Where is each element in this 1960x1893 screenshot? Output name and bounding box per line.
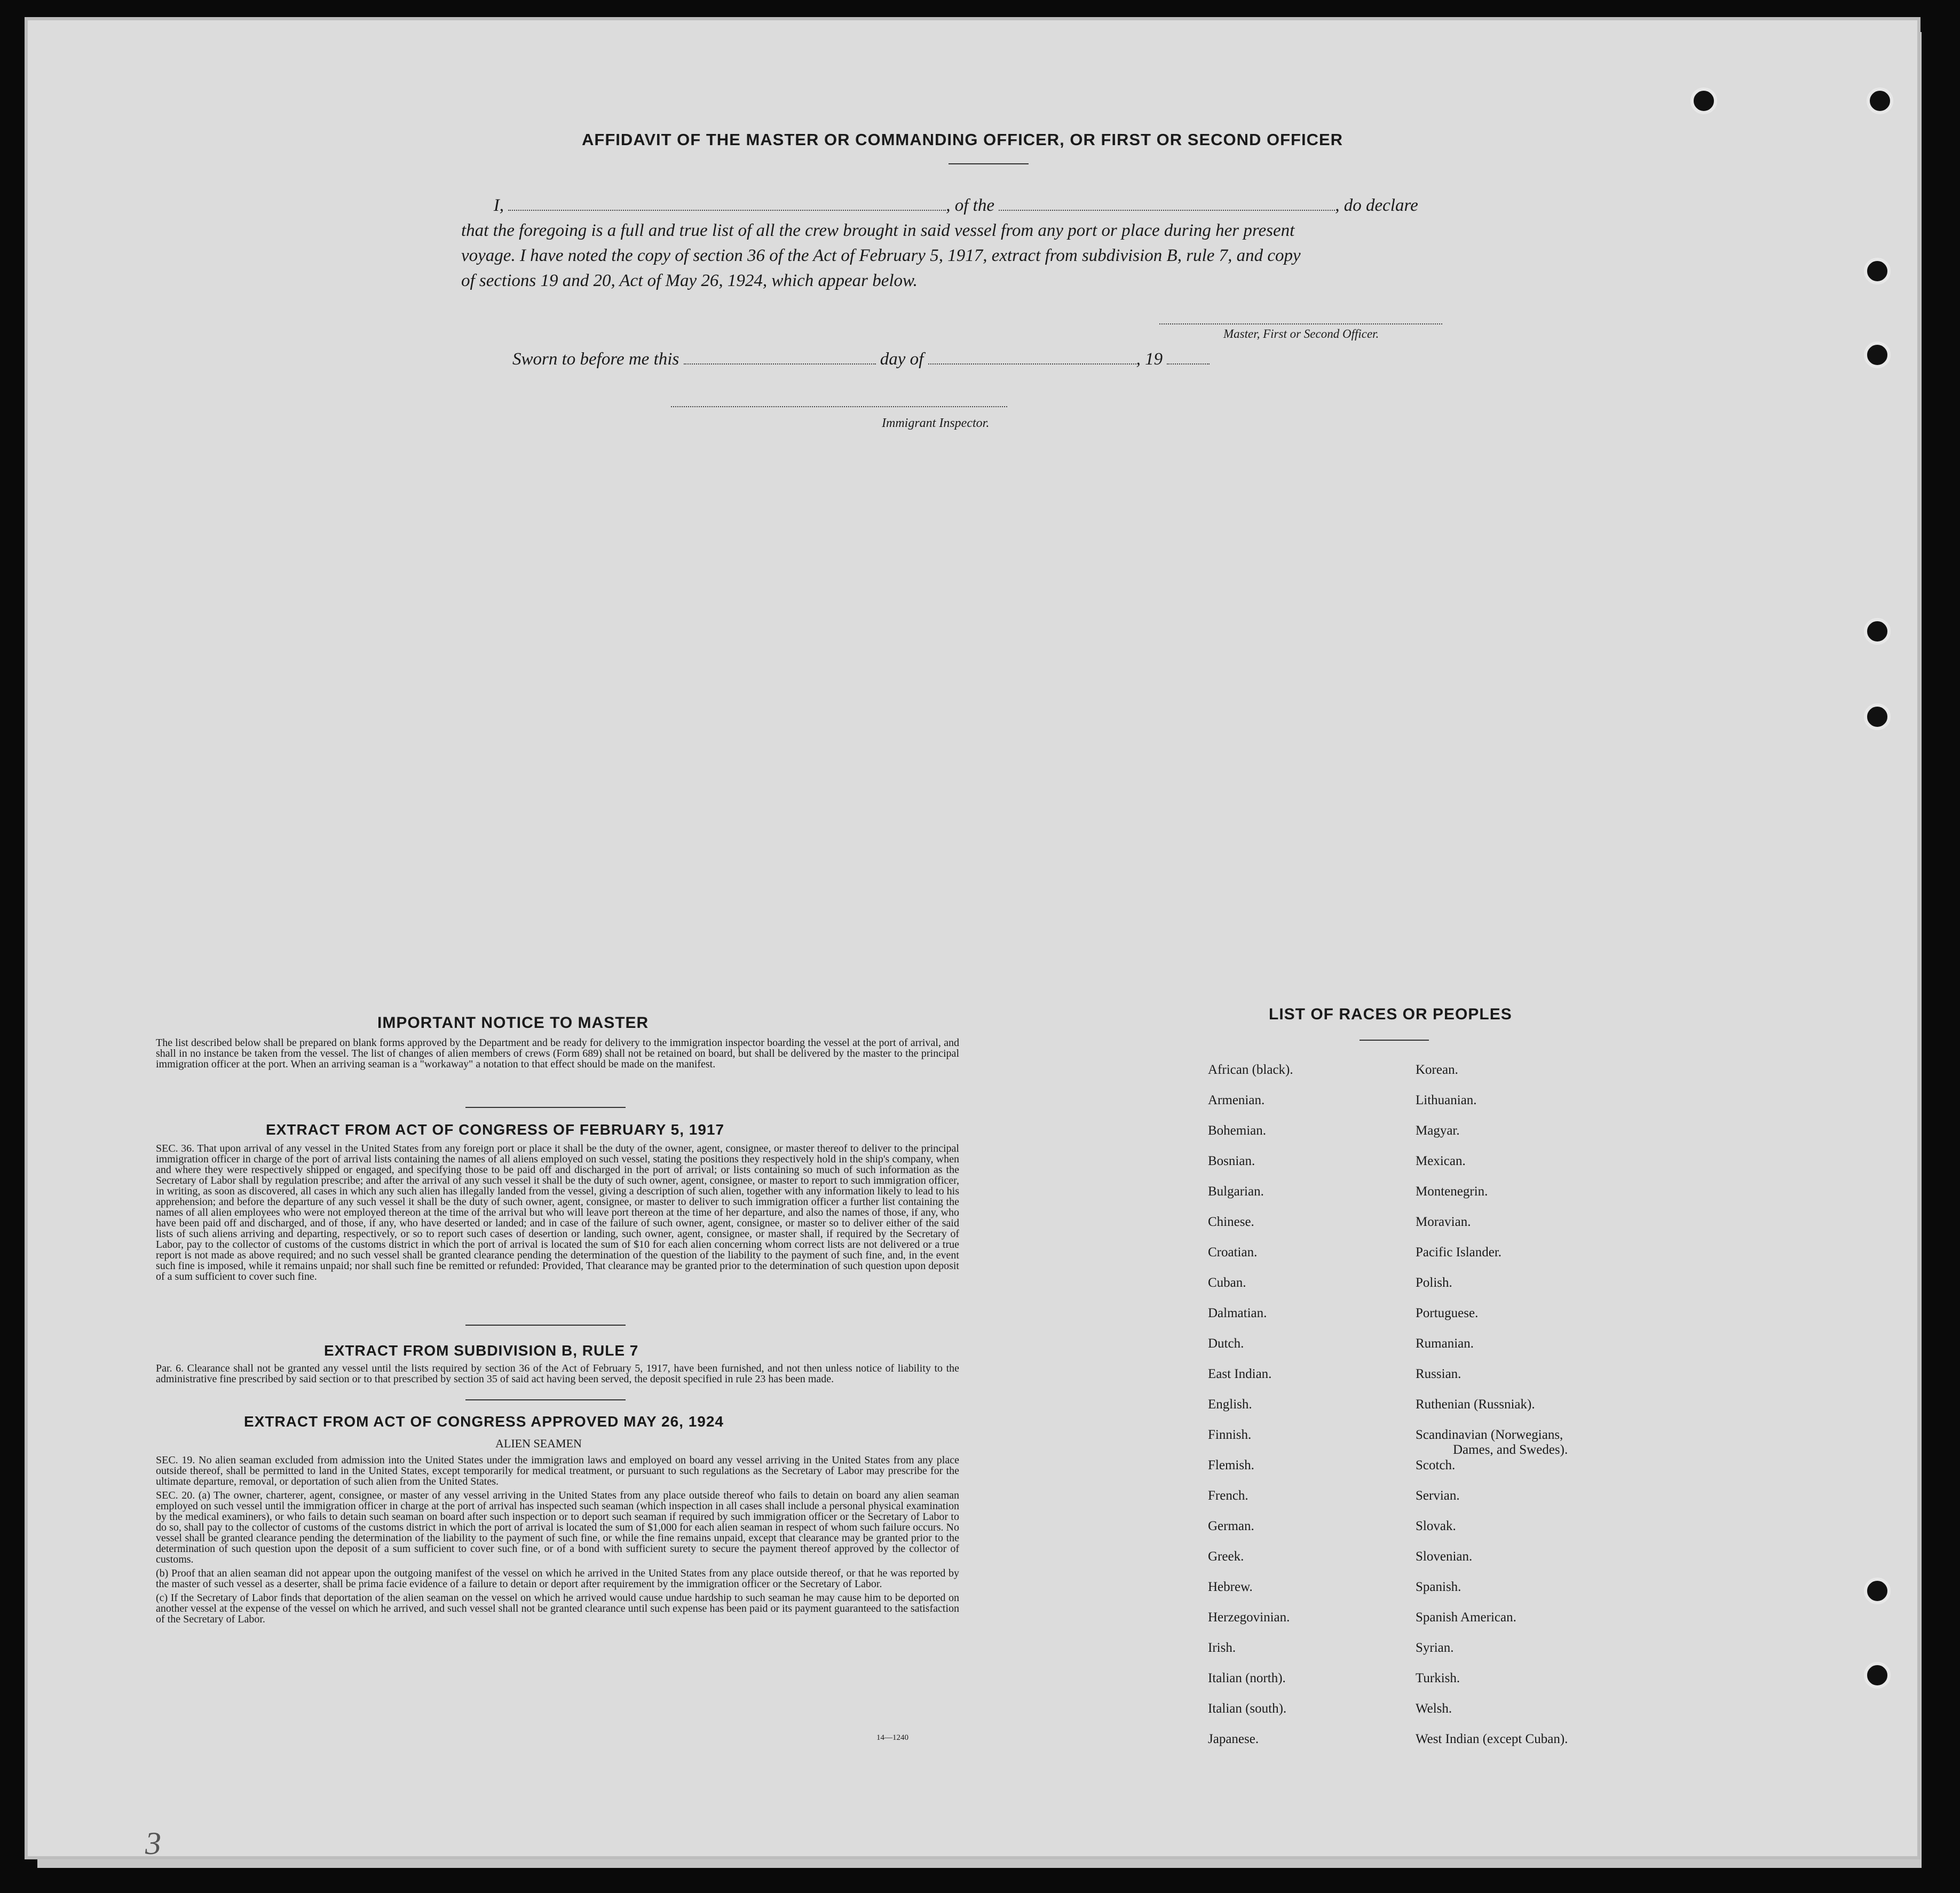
punch-hole	[1864, 1662, 1891, 1689]
sec20a-text: SEC. 20. (a) The owner, charterer, agent, consignee, or master of any vessel arriving in the United States from any place outside thereof who fails to detain on board any alien seaman employed on such vessel until the immigration officer in charge at the port of arrival has inspected such seaman (which inspection in all cases shall include a personal physical examination by the medical examiners), or who fails to detain such seaman on board after such inspection or to deport such seaman if required by such immigration officer or the Secretary of Labor to do so, shall pay to the collector of customs of the customs district in which the port of arrival is located the sum of $1,000 for each alien seaman in respect of whom such failure occurs. No vessel shall be granted clearance pending the determination of the liability to the payment of such fine, or while the fine remains unpaid, except that clearance may be granted prior to the determination of such question upon the deposit of a sum sufficient to cover such fine, or of a bond with sufficient surety to secure the payment thereof approved by the collector of customs.	[156, 1490, 959, 1565]
race-item: Flemish.	[1208, 1458, 1254, 1472]
race-item: Korean.	[1416, 1063, 1458, 1077]
affidavit-declare: do declare	[1343, 196, 1418, 215]
race-item: Herzegovinian.	[1208, 1610, 1290, 1625]
affidavit-line-2: that the foregoing is a full and true list of all the crew brought in said vessel from any port or place during her present	[461, 221, 1295, 240]
race-item: Dames, and Swedes).	[1453, 1443, 1568, 1457]
race-item: Moravian.	[1416, 1215, 1471, 1229]
race-item: Polish.	[1416, 1276, 1452, 1290]
race-item: Slovak.	[1416, 1519, 1456, 1533]
sworn-prefix: Sworn to before me this	[512, 350, 679, 369]
race-item: Welsh.	[1416, 1701, 1452, 1716]
sec19-text: SEC. 19. No alien seaman excluded from admission into the United States under the immigration laws and employed on board any vessel arriving in the United States from any place outside thereof, shall be permitted to land in the United States, except temporarily for medical treatment, or pursuant to such regulations as the Secretary of Labor may prescribe for the ultimate departure, removal, or deportation of such alien from the United States.	[156, 1454, 959, 1487]
race-item: Hebrew.	[1208, 1580, 1253, 1594]
extract-1924-title: EXTRACT FROM ACT OF CONGRESS APPROVED MAY 26, 1924	[244, 1413, 724, 1430]
affidavit-title: AFFIDAVIT OF THE MASTER OR COMMANDING OFFICER, OR FIRST OR SECOND OFFICER	[582, 130, 1343, 149]
race-item: Cuban.	[1208, 1276, 1246, 1290]
sworn-year: 19	[1145, 350, 1163, 369]
affidavit-line-3: voyage. I have noted the copy of section 36 of the Act of February 5, 1917, extract from subdivision B, rule 7, and copy	[461, 246, 1301, 265]
alien-seamen-subtitle: ALIEN SEAMEN	[495, 1437, 582, 1450]
race-item: Lithuanian.	[1416, 1093, 1477, 1107]
race-item: Spanish.	[1416, 1580, 1461, 1594]
race-item: East Indian.	[1208, 1367, 1272, 1381]
extract-1917-title: EXTRACT FROM ACT OF CONGRESS OF FEBRUARY 5, 1917	[266, 1121, 725, 1138]
notice-title: IMPORTANT NOTICE TO MASTER	[377, 1014, 649, 1032]
punch-hole	[1864, 342, 1891, 368]
affidavit-title-rule	[949, 163, 1029, 164]
race-item: West Indian (except Cuban).	[1416, 1732, 1568, 1746]
divider	[465, 1107, 626, 1108]
sworn-year-field[interactable]	[1167, 353, 1210, 365]
race-item: Bohemian.	[1208, 1123, 1267, 1138]
race-item: Greek.	[1208, 1549, 1244, 1564]
race-item: Magyar.	[1416, 1123, 1460, 1138]
race-item: Bulgarian.	[1208, 1184, 1264, 1199]
race-item: Mexican.	[1416, 1154, 1466, 1168]
extract-1917-text: SEC. 36. That upon arrival of any vessel in the United States from any foreign port or place it shall be the duty of the owner, agent, consignee, or master thereof to deliver to the principal immigration officer in charge of the port of arrival lists containing the names of all aliens employed on such vessel, stating the positions they respectively hold in the ship's company, when and where they were respectively shipped or engaged, and specifying those to be paid off and discharged in the port of arrival; or lists containing so much of such information as the Secretary of Labor shall by regulation prescribe; and after the arrival of any such vessel it shall be the duty of such owner, agent, consignee, or master to report to such immigration officer, in writing, as soon as discovered, all cases in which any such alien has illegally landed from the vessel, giving a description of such alien, together with any information likely to lead to his apprehension; and before the departure of any such vessel it shall be the duty of such owner, agent, consignee, or master to deliver to such immigration officer a further list containing the names of all alien employees who were not employed thereon at the time of the arrival but who will leave port thereon at the time of her departure, and also the names of those, if any, who have been paid off and discharged, and of those, if any, who have deserted or landed; and in case of the failure of such owner, agent, consignee, or master so to deliver either of the said lists of such aliens arriving and departing, respectively, or so to report such cases of desertion or landing, such owner, agent, consignee, or master shall, if required by the Secretary of Labor, pay to the collector of customs of the customs district in which the port of arrival is located the sum of $10 for each alien concerning whom correct lists are not delivered or a true report is not made as above required; and no such vessel shall be granted clearance pending the determination of the question of the liability to the payment of such fine, and, in the event such fine is imposed, while it remains unpaid; nor shall such fine be remitted or refunded: Provided, That clearance may be granted prior to the determination of such question upon deposit of a sum sufficient to cover such fine.	[156, 1143, 959, 1282]
divider	[465, 1325, 626, 1326]
master-label: Master, First or Second Officer.	[1223, 327, 1379, 340]
race-item: Rumanian.	[1416, 1336, 1474, 1351]
notice-text: The list described below shall be prepared on blank forms approved by the Department and be ready for delivery to the immigration inspector boarding the vessel at the port of arrival, and shall in no instance be taken from the vessel. The list of changes of alien members of crews (Form 689) shall not be retained on board, but shall be delivered by the master to the principal immigration officer at the port. When an arriving seaman is a "workaway" a notation to that effect should be made on the manifest.	[156, 1037, 959, 1070]
race-item: Italian (south).	[1208, 1701, 1287, 1716]
handwritten-mark: 3	[145, 1826, 161, 1861]
inspector-signature-line[interactable]	[671, 406, 1007, 408]
race-item: Russian.	[1416, 1367, 1461, 1381]
race-item: Chinese.	[1208, 1215, 1254, 1229]
punch-hole	[1867, 88, 1893, 114]
race-item: Dalmatian.	[1208, 1306, 1267, 1320]
name-field[interactable]	[508, 199, 946, 211]
races-title: LIST OF RACES OR PEOPLES	[1269, 1005, 1512, 1023]
race-item: English.	[1208, 1397, 1252, 1412]
affidavit-of-the: of the	[954, 196, 994, 215]
form-number: 14—1240	[876, 1733, 908, 1742]
sworn-line: Sworn to before me this day of , 19	[512, 347, 1313, 372]
punch-hole	[1864, 1578, 1891, 1604]
race-item: Armenian.	[1208, 1093, 1265, 1107]
vessel-field[interactable]	[999, 199, 1335, 211]
inspector-label: Immigrant Inspector.	[882, 416, 990, 430]
race-item: Spanish American.	[1416, 1610, 1516, 1625]
punch-hole	[1864, 258, 1891, 284]
race-item: German.	[1208, 1519, 1254, 1533]
race-item: Croatian.	[1208, 1245, 1258, 1260]
race-item: Bosnian.	[1208, 1154, 1255, 1168]
affidavit-i: I,	[493, 196, 504, 215]
sworn-day-of: day of	[880, 350, 924, 369]
punch-hole	[1864, 618, 1891, 645]
extract-1924-text	[156, 1455, 959, 1625]
race-item: Dutch.	[1208, 1336, 1244, 1351]
races-title-rule	[1360, 1040, 1429, 1041]
affidavit-statement: I, , of the , do declare that the foregoing is a full and true list of all the crew brought in said vessel from any port or place during her present voyage. I have noted the copy of section 36 of the Act of February 5, 1917, extract from subdivision B, rule 7, and copy of sections 19 and 20, Act of May 26, 1924, which appear below.	[461, 193, 1529, 294]
race-item: Ruthenian (Russniak).	[1416, 1397, 1535, 1412]
affidavit-line-4: of sections 19 and 20, Act of May 26, 1924, which appear below.	[461, 271, 918, 290]
race-item: Pacific Islander.	[1416, 1245, 1502, 1260]
rule7-text: Par. 6. Clearance shall not be granted any vessel until the lists required by section 36 of the Act of February 5, 1917, have been furnished, and not then unless notice of liability to the administrative fine prescribed by said section or to that prescribed by section 35 of said act having been served, the deposit specified in rule 23 has been made.	[156, 1363, 959, 1385]
race-item: Scandinavian (Norwegians,	[1416, 1428, 1563, 1442]
sworn-day-field[interactable]	[684, 353, 876, 365]
race-item: Slovenian.	[1416, 1549, 1473, 1564]
punch-hole	[1864, 703, 1891, 730]
race-item: Finnish.	[1208, 1428, 1252, 1442]
race-item: Irish.	[1208, 1641, 1236, 1655]
race-item: Syrian.	[1416, 1641, 1454, 1655]
rule7-title: EXTRACT FROM SUBDIVISION B, RULE 7	[324, 1342, 639, 1359]
race-item: Japanese.	[1208, 1732, 1259, 1746]
race-item: Montenegrin.	[1416, 1184, 1488, 1199]
race-item: French.	[1208, 1488, 1248, 1503]
sec20c-text: (c) If the Secretary of Labor finds that deportation of the alien seaman on the vessel on which he arrived would cause undue hardship to such seaman he may cause him to be deported on another vessel at the expense of the vessel on which he arrived, and such vessel shall not be granted clearance until such expense has been paid or its payment guaranteed to the satisfaction of the Secretary of Labor.	[156, 1592, 959, 1625]
sec20b-text: (b) Proof that an alien seaman did not appear upon the outgoing manifest of the vessel on which he arrived in the United States from any place outside thereof, or that he was reported by the master of such vessel as a deserter, shall be prima facie evidence of a failure to detain or deport after requirement by the immigration officer or the Secretary of Labor.	[156, 1567, 959, 1590]
master-signature-line[interactable]	[1159, 323, 1442, 326]
race-item: Turkish.	[1416, 1671, 1460, 1685]
race-item: Italian (north).	[1208, 1671, 1286, 1685]
race-item: Portuguese.	[1416, 1306, 1479, 1320]
divider	[465, 1399, 626, 1400]
race-item: Scotch.	[1416, 1458, 1456, 1472]
race-item: African (black).	[1208, 1063, 1293, 1077]
punch-hole	[1690, 88, 1717, 114]
race-item: Servian.	[1416, 1488, 1460, 1503]
sworn-month-field[interactable]	[928, 353, 1136, 365]
document-page	[28, 20, 1917, 1861]
